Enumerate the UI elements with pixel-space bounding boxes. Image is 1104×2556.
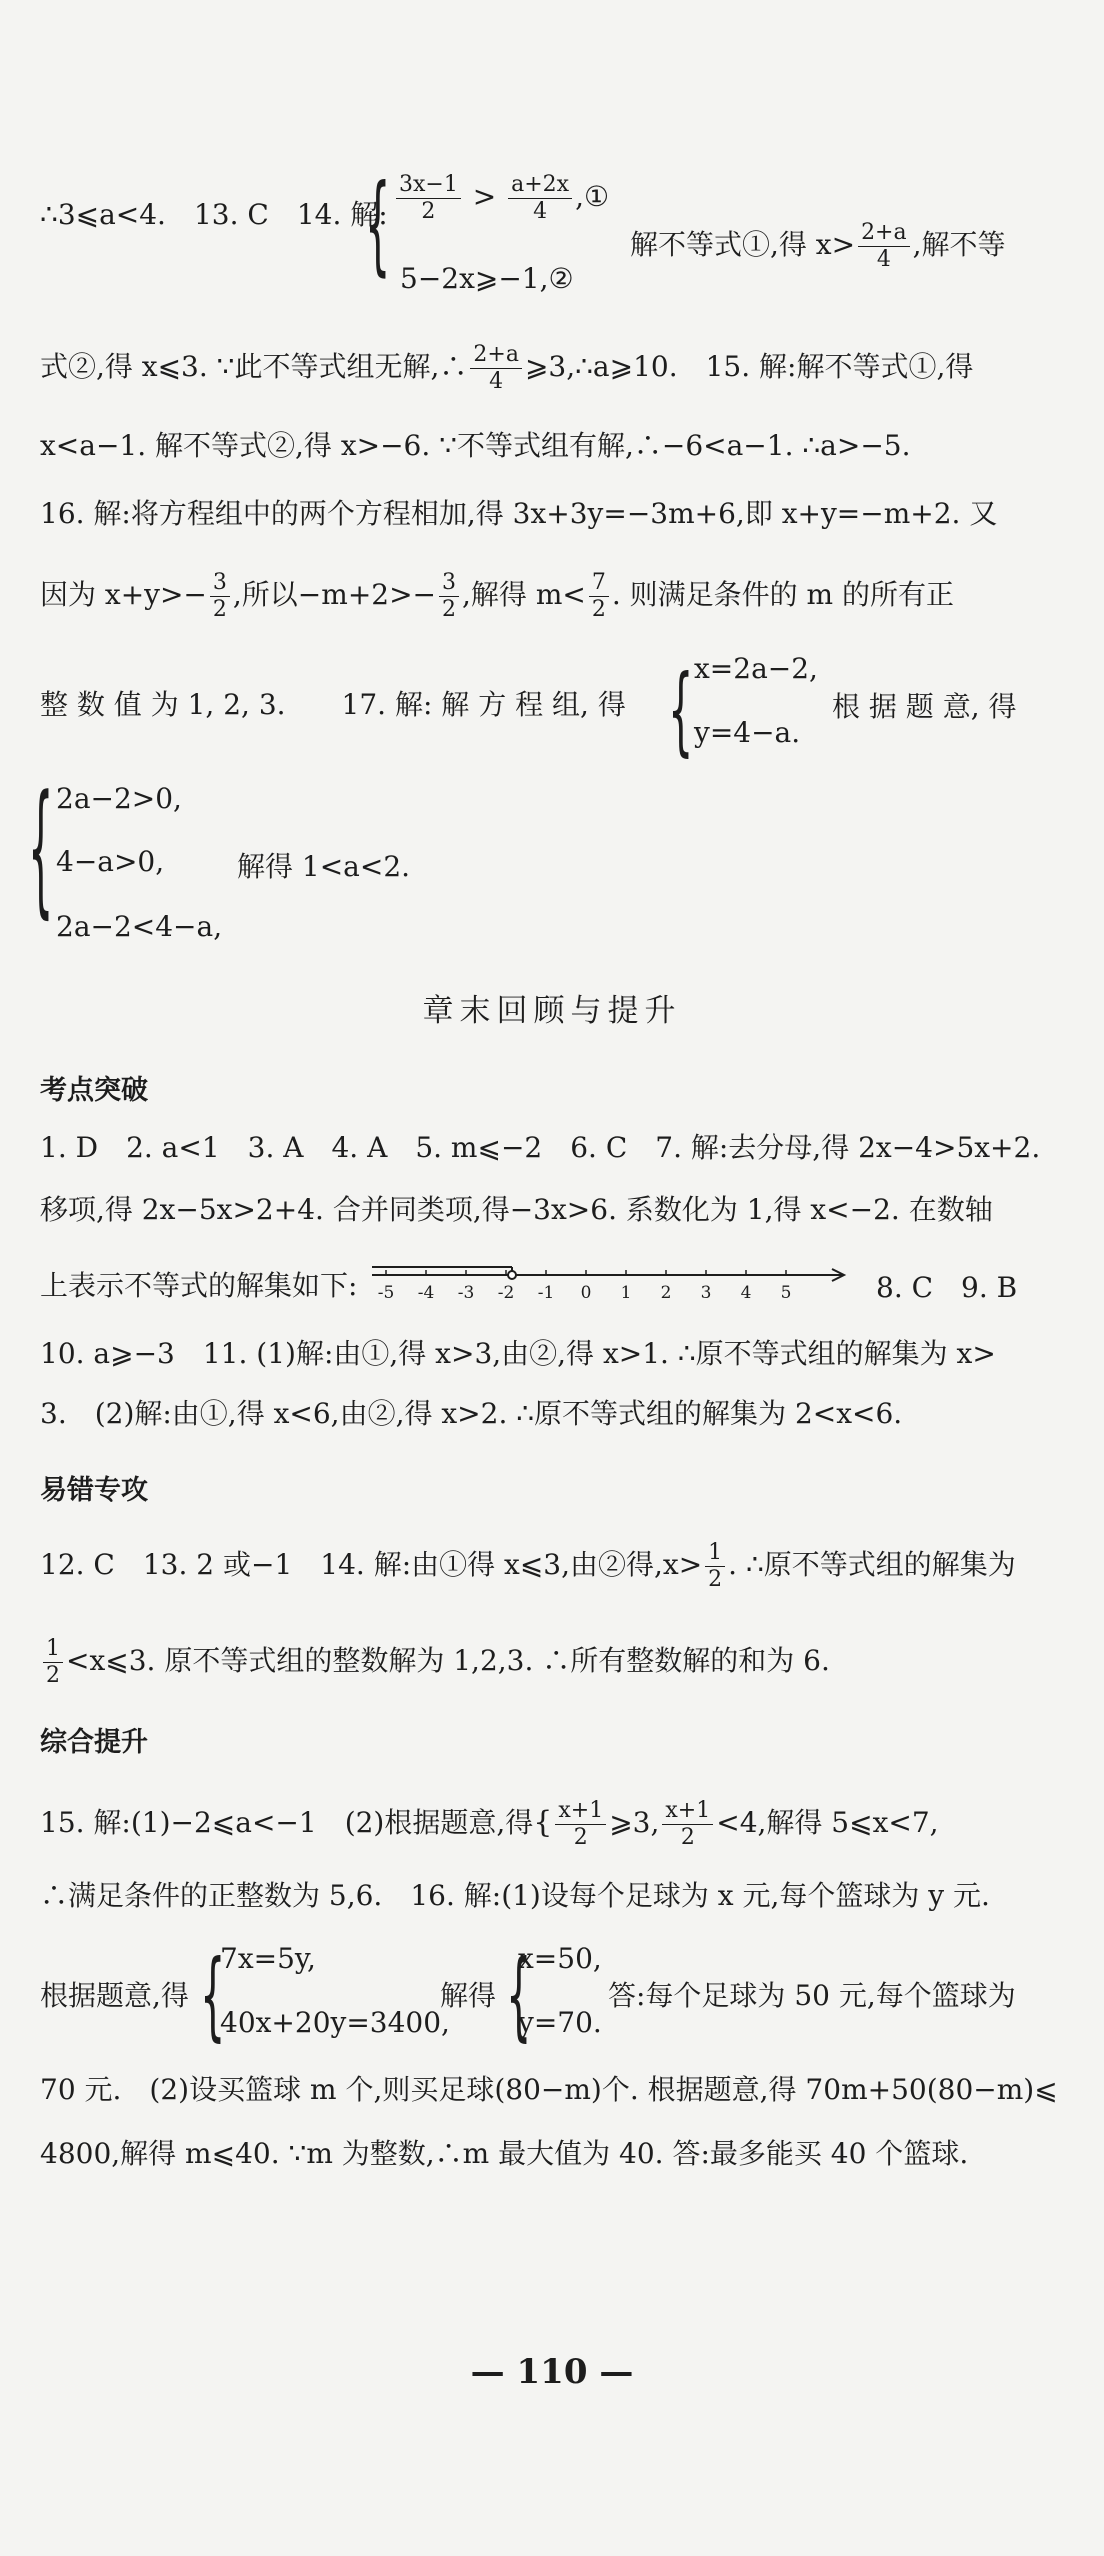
system-row: 5−2x⩾−1,② (400, 262, 574, 295)
system-row: 4−a>0, (56, 845, 165, 878)
axis-tick-label: 2 (660, 1283, 672, 1303)
text-line: 4800,解得 m⩽40. ∵m 为整数,∴m 最大值为 40. 答:最多能买 40 个篮球. (40, 2137, 969, 2170)
fraction: $\frac{3}{2}$ (439, 570, 459, 623)
text-line: x<a−1. 解不等式②,得 x>−6. ∵不等式组有解,∴−6<a−1. ∴a>−5. (40, 429, 911, 462)
fraction: $\frac{1}{2}$ (705, 1540, 725, 1593)
text-line: 根 据 题 意, 得 (832, 690, 1017, 723)
axis-tick-label: 4 (740, 1283, 752, 1303)
text-line: 上表示不等式的解集如下: (40, 1269, 358, 1302)
chapter-title: 章末回顾与提升 (422, 993, 682, 1029)
left-brace: { (200, 1942, 226, 2053)
text-line: 解得 (440, 1979, 497, 2012)
axis-tick-label: 5 (780, 1283, 792, 1303)
axis-tick-label: 0 (580, 1283, 592, 1303)
axis-tick-label: 1 (620, 1283, 632, 1303)
system-row: $\frac{3x-1}{2}$ > $\frac{a+2x}{4}$ ,① (393, 172, 609, 225)
system-row: y=70. (518, 2006, 602, 2039)
section-heading: 易错专攻 (40, 1475, 148, 1506)
fraction: $\frac{3}{2}$ (210, 570, 230, 623)
text-line: 12. C 13. 2 或−1 14. 解:由①得 x⩽3,由②得,x> $\frac{1}{2}$ . ∴原不等式组的解集为 (40, 1540, 1016, 1592)
text-line: 8. C 9. B (876, 1271, 1018, 1304)
text-line: 16. 解:将方程组中的两个方程相加,得 3x+3y=−3m+6,即 x+y=−m+2. 又 (40, 497, 998, 530)
fraction: $\frac{3x-1}{2}$ (396, 172, 461, 225)
section-heading: 考点突破 (40, 1075, 148, 1106)
system-row: 2a−2>0, (56, 782, 182, 815)
text-line: ∴3⩽a<4. 13. C 14. 解: (40, 198, 388, 231)
fraction: $\frac{2+a}{4}$ (470, 342, 522, 395)
left-brace: { (668, 657, 694, 768)
page-number: — 110 — (470, 2352, 634, 2392)
axis-tick-label: 3 (700, 1283, 712, 1303)
text-line: ∴满足条件的正整数为 5,6. 16. 解:(1)设每个足球为 x 元,每个篮球为 y 元. (40, 1879, 990, 1912)
section-heading: 综合提升 (40, 1727, 148, 1758)
left-brace: { (533, 1805, 553, 1840)
left-brace: { (506, 1942, 532, 2053)
text-line: 式②,得 x⩽3. ∵此不等式组无解,∴ $\frac{2+a}{4}$ ⩾3,∴a⩾10. 15. 解:解不等式①,得 (40, 342, 974, 394)
text-line: 10. a⩾−3 11. (1)解:由①,得 x>3,由②,得 x>1. ∴原不等式组的解集为 x> (40, 1337, 996, 1370)
text-line: $\frac{1}{2}$ <x⩽3. 原不等式组的整数解为 1,2,3. ∴所有整数解的和为 6. (40, 1636, 830, 1689)
text-line: 答:每个足球为 50 元,每个篮球为 (608, 1979, 1016, 2012)
text-line: 70 元. (2)设买篮球 m 个,则买足球(80−m)个. 根据题意,得 70m+50(80−m)⩽ (40, 2073, 1058, 2106)
axis-tick-label: -1 (537, 1283, 555, 1303)
text-line: 整 数 值 为 1, 2, 3. 17. 解: 解 方 程 组, 得 (40, 688, 626, 721)
system-row: 2a−2<4−a, (56, 910, 223, 943)
system-row: x=50, (518, 1942, 602, 1975)
fraction: $\frac{x+1}{2}$ (555, 1798, 606, 1851)
axis-tick-label: -3 (457, 1283, 475, 1303)
fraction: $\frac{2+a}{4}$ (858, 220, 910, 273)
axis-tick-label: -2 (497, 1283, 515, 1303)
axis-tick-label: -4 (417, 1283, 435, 1303)
text-line: 15. 解:(1)−2⩽a<−1 (2)根据题意,得{ $\frac{x+1}{2}$ ⩾3, $\frac{x+1}{2}$ <4,解得 5⩽x<7, (40, 1798, 939, 1850)
fraction: $\frac{x+1}{2}$ (662, 1798, 713, 1851)
system-row: 40x+20y=3400, (220, 2006, 450, 2039)
fraction: $\frac{7}{2}$ (589, 570, 609, 623)
system-row: x=2a−2, (694, 652, 818, 685)
fraction: $\frac{a+2x}{4}$ (508, 172, 572, 225)
text-line: 因为 x+y>− $\frac{3}{2}$ ,所以−m+2>− $\frac{3}{2}$ ,解得 m< $\frac{7}{2}$ . 则满足条件的 m 的所有正 (40, 570, 955, 622)
text-line: 解得 1<a<2. (237, 850, 411, 883)
system-row: y=4−a. (694, 716, 801, 749)
number-line (372, 1258, 852, 1308)
text-line: 根据题意,得 (40, 1979, 189, 2012)
left-brace: { (28, 768, 54, 934)
text-line: 移项,得 2x−5x>2+4. 合并同类项,得−3x>6. 系数化为 1,得 x<−2. 在数轴 (40, 1193, 993, 1226)
text-line: 解不等式①,得 x> $\frac{2+a}{4}$ ,解不等 (630, 220, 1006, 272)
text-line: 1. D 2. a<1 3. A 4. A 5. m⩽−2 6. C 7. 解:去分母,得 2x−4>5x+2. (40, 1131, 1041, 1164)
system-row: 7x=5y, (220, 1942, 316, 1975)
axis-tick-label: -5 (377, 1283, 395, 1303)
left-brace: { (365, 164, 391, 289)
text-line: 3. (2)解:由①,得 x<6,由②,得 x>2. ∴原不等式组的解集为 2<x<6. (40, 1397, 903, 1430)
fraction: $\frac{1}{2}$ (43, 1636, 63, 1689)
